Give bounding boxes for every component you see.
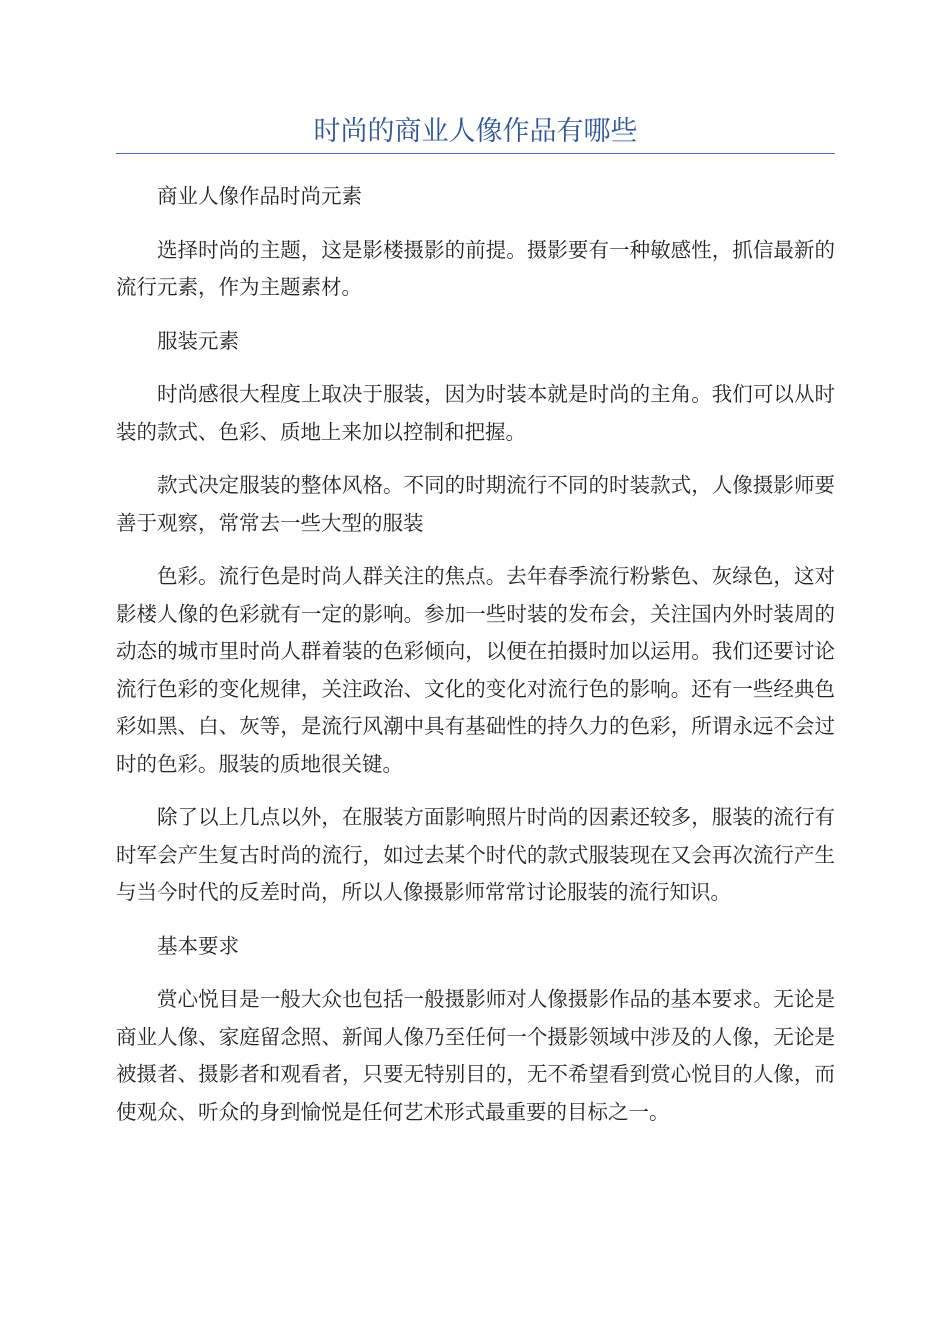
- section-heading-fashion-elements: 商业人像作品时尚元素: [157, 184, 362, 208]
- section-heading-basic-requirements: 基本要求: [157, 933, 239, 958]
- paragraph-clothing-intro: 时尚感很大程度上取决于服装，因为时装本就是时尚的主角。我们可以从时装的款式、色彩、质地上来加以控制和把握。: [116, 382, 835, 444]
- document-body: [116, 178, 835, 1147]
- paragraph-pleasing: 赏心悦目是一般大众也包括一般摄影师对人像摄影作品的基本要求。无论是商业人像、家庭留念照、新闻人像乃至任何一个摄影领域中涉及的人像，无论是被摄者、摄影者和观看者，只要无特别目的，无不希望看到赏心悦目的人像，而使观众、听众的身到愉悦是任何艺术形式最重要的目标之一。: [116, 987, 835, 1124]
- paragraph-theme: 选择时尚的主题，这是影楼摄影的前提。摄影要有一种敏感性，抓信最新的流行元素，作为主题素材。: [116, 237, 835, 299]
- paragraph-color: 色彩。流行色是时尚人群关注的焦点。去年春季流行粉紫色、灰绿色，这对影楼人像的色彩就有一定的影响。参加一些时装的发布会，关注国内外时装周的动态的城市里时尚人群着装的色彩倾向，以便在拍摄时加以运用。我们还要讨论流行色彩的变化规律，关注政治、文化的变化对流行色的影响。还有一些经典色彩如黑、白、灰等，是流行风潮中具有基础性的持久力的色彩，所谓永远不会过时的色彩。服装的质地很关键。: [116, 564, 835, 776]
- paragraph-style: 款式决定服装的整体风格。不同的时期流行不同的时装款式，人像摄影师要善于观察，常常去一些大型的服装: [116, 473, 835, 535]
- section-heading-clothing: 服装元素: [157, 328, 239, 353]
- title-underline: [116, 153, 835, 154]
- page-title: 时尚的商业人像作品有哪些: [313, 116, 638, 147]
- paragraph-other-factors: 除了以上几点以外，在服装方面影响照片时尚的因素还较多，服装的流行有时军会产生复古时尚的流行，如过去某个时代的款式服装现在又会再次流行产生与当今时代的反差时尚，所以人像摄影师常常讨论服装的流行知识。: [116, 805, 835, 904]
